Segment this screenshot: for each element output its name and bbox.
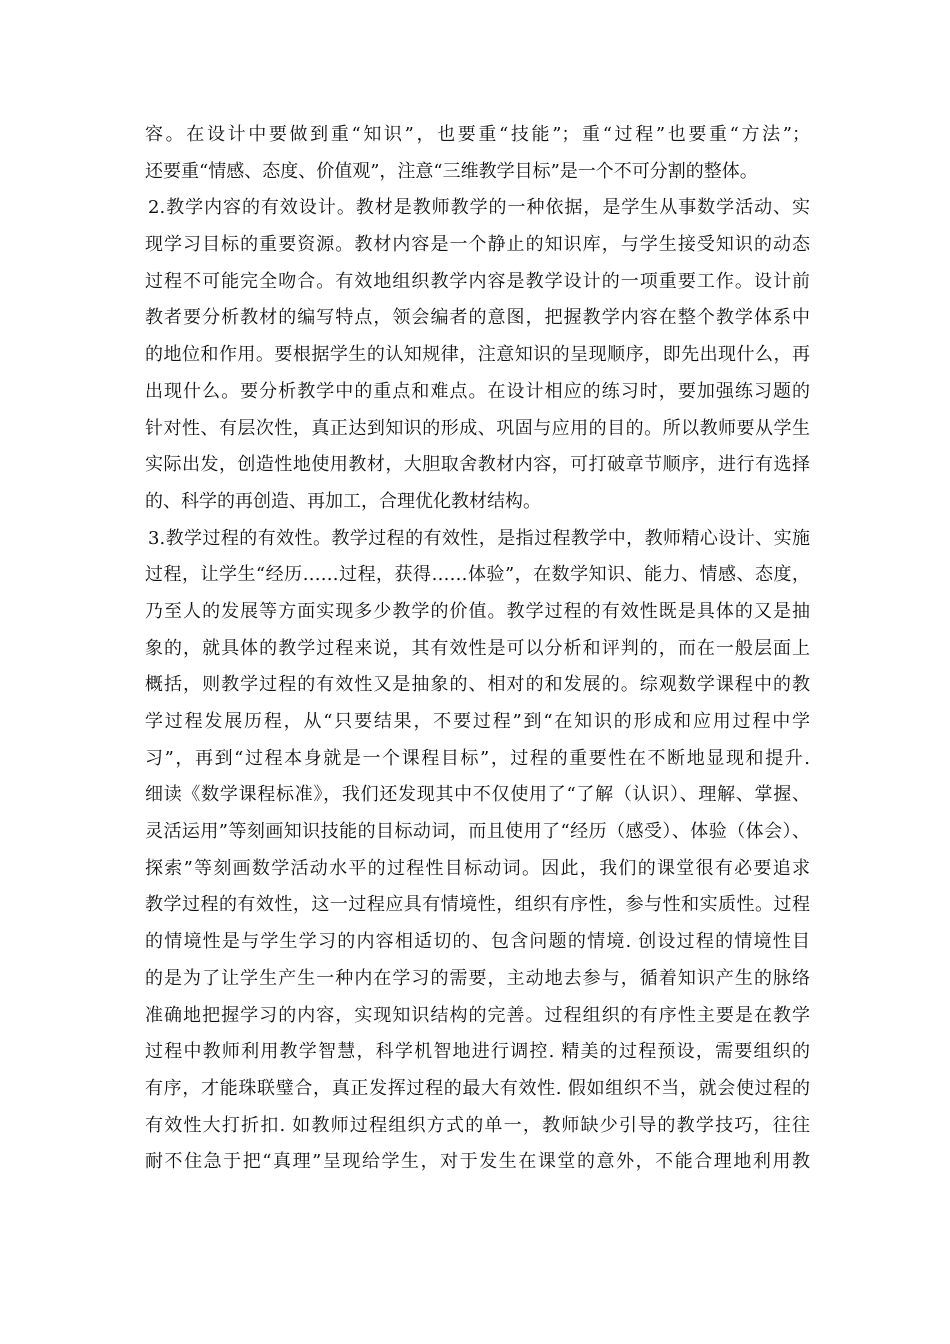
text-line: 的地位和作用。要根据学生的认知规律，注意知识的呈现顺序，即先出现什么，再 bbox=[145, 344, 810, 366]
text-line: 探索”等刻画数学活动水平的过程性目标动词。因此，我们的课堂很有必要追求 bbox=[145, 857, 810, 879]
text-line: 准确地把握学习的内容，实现知识结构的完善。过程组织的有序性主要是在教学 bbox=[145, 1004, 810, 1026]
text-line: 学过程发展历程，从“只要结果，不要过程”到“在知识的形成和应用过程中学 bbox=[145, 711, 810, 732]
text-line: 过程中教师利用教学智慧，科学机智地进行调控. 精美的过程预设，需要组织的 bbox=[145, 1041, 810, 1063]
text-line: 还要重“情感、态度、价值观”，注意“三维教学目标”是一个不可分割的整体。 bbox=[145, 160, 758, 182]
text-line: 有序，才能珠联璧合，真正发挥过程的最大有效性. 假如组织不当，就会使过程的 bbox=[145, 1077, 810, 1099]
text-line: 概括，则教学过程的有效性又是抽象的、相对的和发展的。综观数学课程中的教 bbox=[145, 674, 810, 696]
text-line: 的是为了让学生产生一种内在学习的需要，主动地去参与，循着知识产生的脉络 bbox=[145, 967, 810, 989]
text-line: 针对性、有层次性，真正达到知识的形成、巩固与应用的目的。所以教师要从学生 bbox=[145, 417, 810, 439]
text-line: 的、科学的再创造、再加工，合理优化教材结构。 bbox=[145, 490, 541, 512]
text-line: 的情境性是与学生学习的内容相适切的、包含问题的情境. 创设过程的情境性目 bbox=[145, 931, 810, 953]
text-line: 细读《数学课程标准》，我们还发现其中不仅使用了“了解（认识）、理解、掌握、 bbox=[145, 784, 810, 806]
text-line: 容。在设计中要做到重“知识”，也要重“技能”；重“过程”也要重“方法”； bbox=[145, 124, 810, 145]
text-line: 过程，让学生“经历……过程，获得……体验”，在数学知识、能力、情感、态度， bbox=[145, 564, 810, 586]
section-heading-line: 3.教学过程的有效性。教学过程的有效性，是指过程教学中，教师精心设计、实施 bbox=[148, 527, 810, 549]
section-heading-line: 2.教学内容的有效设计。教材是教师教学的一种依据，是学生从事数学活动、实 bbox=[148, 197, 810, 219]
text-line: 现学习目标的重要资源。教材内容是一个静止的知识库，与学生接受知识的动态 bbox=[145, 234, 810, 256]
text-line: 灵活运用”等刻画知识技能的目标动词，而且使用了“经历（感受）、体验（体会）、 bbox=[145, 821, 810, 843]
body-text bbox=[145, 117, 810, 1181]
text-line: 象的，就具体的教学过程来说，其有效性是可以分析和评判的，而在一般层面上 bbox=[145, 637, 810, 659]
text-line: 过程不可能完全吻合。有效地组织教学内容是教学设计的一项重要工作。设计前 bbox=[145, 270, 810, 292]
text-line: 出现什么。要分析教学中的重点和难点。在设计相应的练习时，要加强练习题的 bbox=[145, 380, 810, 402]
text-line: 习”，再到“过程本身就是一个课程目标”，过程的重要性在不断地显现和提升. bbox=[145, 747, 810, 769]
text-line: 耐不住急于把“真理”呈现给学生，对于发生在课堂的意外，不能合理地利用教 bbox=[145, 1151, 810, 1173]
text-line: 教者要分析教材的编写特点，领会编者的意图，把握教学内容在整个教学体系中 bbox=[145, 307, 810, 329]
text-line: 实际出发，创造性地使用教材，大胆取舍教材内容，可打破章节顺序，进行有选择 bbox=[145, 454, 810, 476]
text-line: 教学过程的有效性，这一过程应具有情境性，组织有序性，参与性和实质性。过程 bbox=[145, 894, 810, 916]
text-line: 有效性大打折扣. 如教师过程组织方式的单一，教师缺少引导的教学技巧，往往 bbox=[145, 1114, 810, 1136]
text-line: 乃至人的发展等方面实现多少教学的价值。教学过程的有效性既是具体的又是抽 bbox=[145, 600, 810, 622]
